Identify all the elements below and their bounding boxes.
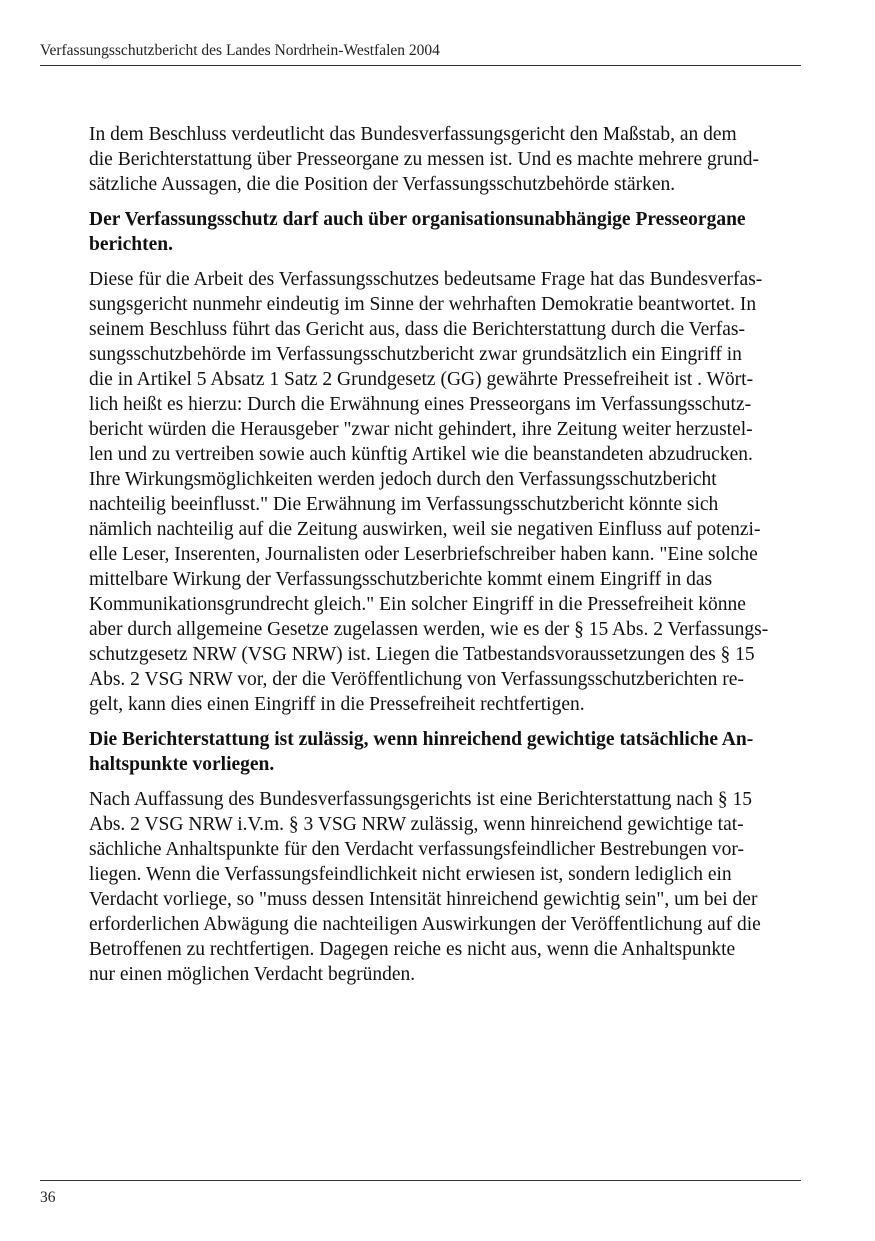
running-header-title: Verfassungsschutzbericht des Landes Nordrhein-Westfalen 2004 (40, 42, 440, 59)
body-paragraph-suspicion: Nach Auffassung des Bundesverfassungsgerichts ist eine Berichterstattung nach § 15 Abs. 2 VSG NRW i.V.m. § 3 VSG NRW zulässig, wenn hinreichend gewichtige tat- sächliche Anhaltspunkte für den Verdacht verfassungsfeindlicher Bestrebungen vor- liegen. Wenn die Verfassungsfeindlichkeit nicht erwiesen ist, sondern lediglich ein Verdacht vorliege, so "muss dessen Intensität hinreichend gewichtig sein", um bei der erforderlichen Abwägung die nachteiligen Auswirkungen der Veröffentlichung auf die Betroffenen zu rechtfertigen. Dagegen reiche es nicht aus, wenn die Anhaltspunkte nur einen möglichen Verdacht begründen. (89, 789, 761, 985)
section-heading-press-organs: Der Verfassungsschutz darf auch über organisationsunabhängige Presseorgane berichten. (89, 209, 746, 255)
page-number: 36 (40, 1189, 56, 1206)
section-heading-reporting-admissible: Die Berichterstattung ist zulässig, wenn hinreichend gewichtige tatsächliche An- haltspunkte vorliegen. (89, 729, 754, 775)
page-body (89, 122, 801, 997)
body-paragraph-intro: In dem Beschluss verdeutlicht das Bundesverfassungsgericht den Maßstab, an dem die Berichterstattung über Presseorgane zu messen ist. Und es machte mehrere grund- sätzliche Aussagen, die die Position der Verfassungsschutzbehörde stärken. (89, 124, 760, 195)
footer-divider (40, 1180, 801, 1181)
body-paragraph-press-freedom: Diese für die Arbeit des Verfassungsschutzes bedeutsame Frage hat das Bundesverfas- sungsgericht nunmehr eindeutig im Sinne der wehrhaften Demokratie beantwortet. In seinem Beschluss führt das Gericht aus, dass die Berichterstattung durch die Verfas- sungsschutzbehörde im Verfassungsschutzbericht zwar grundsätzlich ein Eingriff in die in Artikel 5 Absatz 1 Satz 2 Grundgesetz (GG) gewährte Pressefreiheit ist . Wört- lich heißt es hierzu: Durch die Erwähnung eines Presseorgans im Verfassungsschutz- bericht würden die Herausgeber "zwar nicht gehindert, ihre Zeitung weiter herzustel- len und zu vertreiben sowie auch künftig Artikel wie die beanstandeten abzudrucken. Ihre Wirkungsmöglichkeiten werden jedoch durch den Verfassungsschutzbericht nachteilig beeinflusst." Die Erwähnung im Verfassungsschutzbericht könnte sich nämlich nachteilig auf die Zeitung auswirken, weil sie negativen Einfluss auf potenzi- elle Leser, Inserenten, Journalisten oder Leserbriefschreiber haben kann. "Eine solche mittelbare Wirkung der Verfassungsschutzberichte kommt einem Eingriff in das Kommunikationsgrundrecht gleich." Ein solcher Eingriff in die Pressefreiheit könne aber durch allgemeine Gesetze zugelassen werden, wie es der § 15 Abs. 2 Verfassungs- schutzgesetz NRW (VSG NRW) ist. Liegen die Tatbestandsvoraussetzungen des § 15 Abs. 2 VSG NRW vor, der die Veröffentlichung von Verfassungsschutzberichten re- gelt, kann dies einen Eingriff in die Pressefreiheit rechtfertigen. (89, 269, 769, 715)
header-divider (40, 65, 801, 66)
